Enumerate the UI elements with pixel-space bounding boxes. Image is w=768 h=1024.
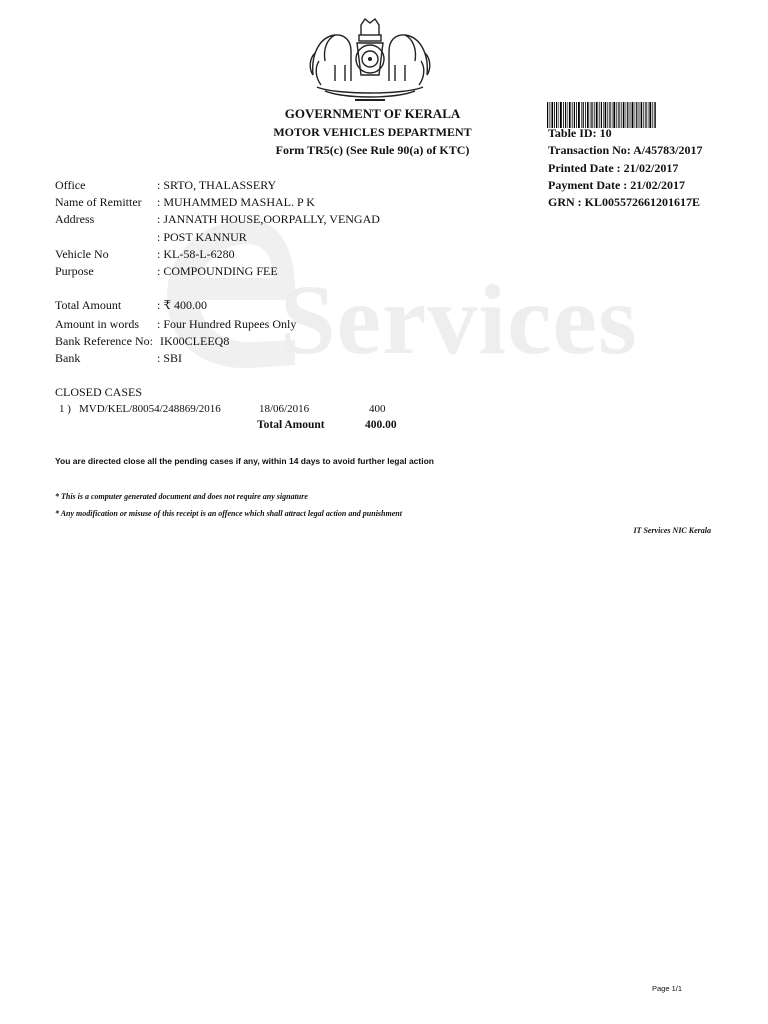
- bank-reference-value: IK00CLEEQ8: [160, 334, 230, 348]
- payment-date: Payment Date : 21/02/2017: [548, 178, 685, 192]
- bank-reference-label: Bank Reference No:: [55, 334, 153, 348]
- kerala-emblem-icon: [305, 15, 435, 105]
- remitter-label: Name of Remitter: [55, 195, 142, 209]
- directive-text: You are directed close all the pending cases if any, within 14 days to avoid further legal action: [55, 456, 434, 466]
- header-department: MOTOR VEHICLES DEPARTMENT: [273, 125, 472, 139]
- vehicle-value: : KL-58-L-6280: [157, 247, 235, 261]
- bank-value: : SBI: [157, 351, 183, 365]
- address-value-line2: : POST KANNUR: [157, 230, 247, 244]
- closed-cases-title: CLOSED CASES: [55, 385, 143, 399]
- table-id: Table ID: 10: [548, 126, 612, 140]
- header-government: GOVERNMENT OF KERALA: [284, 106, 461, 121]
- office-value: : SRTO, THALASSERY: [157, 178, 277, 192]
- amount-words-label: Amount in words: [55, 317, 139, 331]
- purpose-label: Purpose: [55, 264, 94, 278]
- purpose-value: : COMPOUNDING FEE: [157, 264, 278, 278]
- bank-label: Bank: [55, 351, 81, 365]
- total-amount-value: : ₹ 400.00: [157, 298, 207, 312]
- header-form: Form TR5(c) (See Rule 90(a) of KTC): [275, 143, 470, 157]
- vehicle-label: Vehicle No: [55, 247, 109, 261]
- case-index: 1 ): [59, 403, 71, 415]
- cases-total-value: 400.00: [365, 419, 397, 431]
- address-value-line1: : JANNATH HOUSE,OORPALLY, VENGAD: [157, 212, 380, 226]
- total-amount-label: Total Amount: [55, 298, 122, 312]
- note-modification: * Any modification or misuse of this receipt is an offence which shall attract legal action and punishment: [55, 509, 402, 518]
- footer-it-services: IT Services NIC Kerala: [633, 526, 711, 535]
- barcode-icon: [547, 102, 657, 128]
- cases-total-label: Total Amount: [257, 419, 325, 431]
- note-computer-generated: * This is a computer generated document and does not require any signature: [55, 492, 308, 501]
- watermark-text: Services: [280, 264, 638, 375]
- office-label: Office: [55, 178, 86, 192]
- transaction-no: Transaction No: A/45783/2017: [548, 143, 703, 157]
- case-number: MVD/KEL/80054/248869/2016: [79, 403, 221, 415]
- remitter-value: : MUHAMMED MASHAL. P K: [157, 195, 315, 209]
- amount-words-value: : Four Hundred Rupees Only: [157, 317, 297, 331]
- address-label: Address: [55, 212, 95, 226]
- grn: GRN : KL005572661201617E: [548, 195, 701, 209]
- case-date: 18/06/2016: [259, 403, 310, 415]
- printed-date: Printed Date : 21/02/2017: [548, 161, 679, 175]
- page-number: Page 1/1: [652, 984, 683, 993]
- case-amount: 400: [369, 403, 386, 415]
